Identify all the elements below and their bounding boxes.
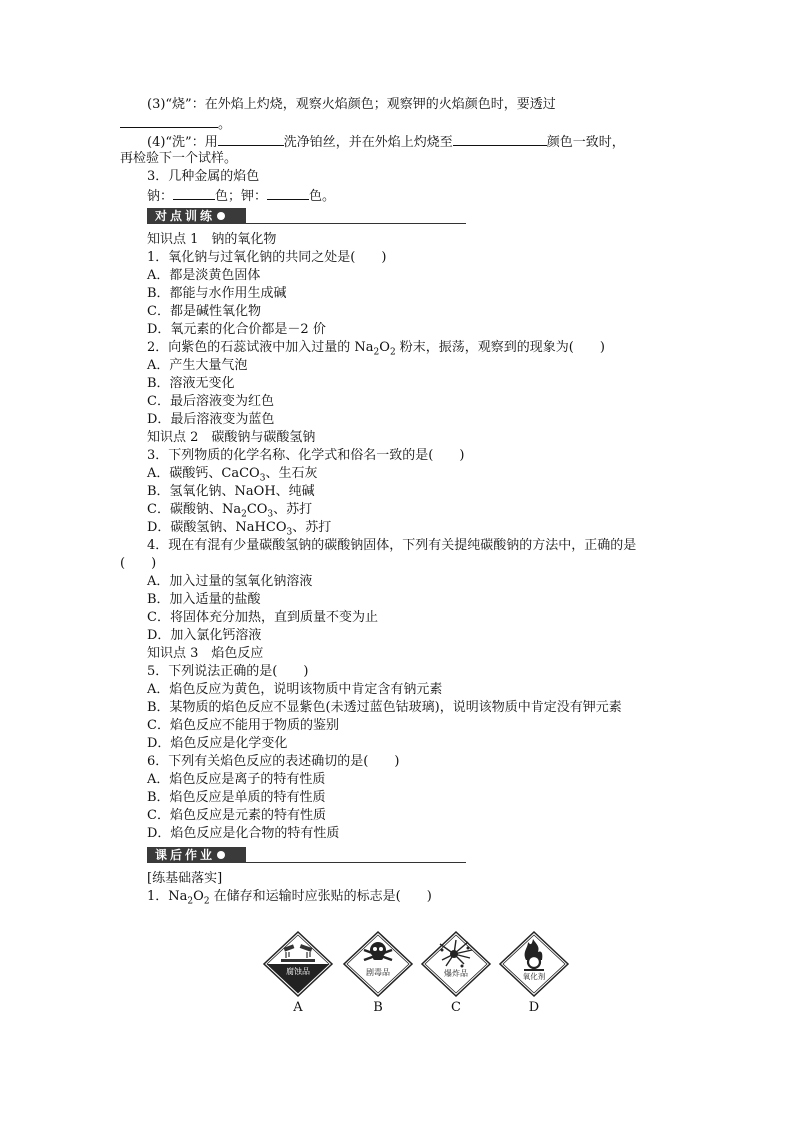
knowledge-heading bbox=[120, 231, 680, 249]
option bbox=[120, 285, 680, 303]
sign-letter: A bbox=[293, 1000, 303, 1015]
sign-letter: B bbox=[373, 1000, 383, 1015]
question bbox=[120, 447, 680, 465]
bullet-dot-icon bbox=[217, 212, 225, 220]
subscript: 2 bbox=[389, 347, 396, 358]
section-title: 对点训练 bbox=[155, 209, 216, 223]
text-line bbox=[120, 114, 680, 132]
fill-blank bbox=[218, 132, 284, 146]
text-span: B．焰色反应是单质的特有性质 bbox=[147, 790, 326, 805]
section-title: 课后作业 bbox=[155, 848, 216, 862]
option bbox=[120, 501, 680, 519]
option bbox=[120, 825, 680, 843]
text-span: 、生石灰 bbox=[265, 466, 318, 481]
skull-icon bbox=[342, 930, 414, 998]
text-line bbox=[120, 168, 680, 186]
sign-text: 剧毒品 bbox=[366, 968, 390, 977]
subscript: 2 bbox=[241, 509, 247, 520]
option bbox=[120, 627, 680, 645]
question bbox=[120, 249, 680, 267]
subscript: 2 bbox=[187, 896, 194, 907]
option bbox=[120, 465, 680, 483]
question bbox=[120, 537, 680, 555]
corrosive-icon bbox=[262, 930, 334, 998]
text-span: B．加入适量的盐酸 bbox=[147, 592, 261, 607]
fill-blank bbox=[120, 114, 218, 128]
fill-blank bbox=[453, 132, 547, 146]
text-span: A．碳酸钙、CaCO bbox=[147, 466, 260, 481]
question bbox=[120, 663, 680, 681]
option bbox=[120, 411, 680, 429]
option bbox=[120, 267, 680, 285]
text-span: D．碳酸氢钠、NaHCO bbox=[147, 520, 287, 535]
question bbox=[120, 753, 680, 771]
text-span: 颜色一致时， bbox=[546, 135, 625, 150]
sign-letter: D bbox=[528, 1000, 540, 1015]
option bbox=[120, 789, 680, 807]
text-span: C．焰色反应是元素的特有性质 bbox=[147, 808, 326, 823]
section-tag bbox=[147, 847, 246, 863]
text-span: 洗净铂丝，并在外焰上灼烧至 bbox=[283, 135, 453, 150]
section-rule bbox=[246, 223, 466, 224]
text-span: 粉末，振荡，观察到的现象为( ) bbox=[395, 340, 605, 355]
text-span: C．碳酸钠、Na bbox=[147, 502, 242, 517]
text-span: 5．下列说法正确的是( ) bbox=[147, 664, 309, 679]
text-line bbox=[120, 96, 680, 114]
subscript: 2 bbox=[203, 896, 210, 907]
text-span: 6．下列有关焰色反应的表述确切的是( ) bbox=[147, 754, 400, 769]
text-span: A．都是淡黄色固体 bbox=[147, 268, 261, 283]
text-span: D．加入氯化钙溶液 bbox=[147, 628, 262, 643]
subscript: 3 bbox=[286, 527, 293, 538]
text-span: 在储存和运输时应张贴的标志是( ) bbox=[209, 889, 432, 904]
option bbox=[120, 699, 680, 717]
option bbox=[120, 519, 680, 537]
option bbox=[120, 591, 680, 609]
option bbox=[120, 609, 680, 627]
option bbox=[120, 375, 680, 393]
text-span: B．某物质的焰色反应不显紫色(未透过蓝色钴玻璃)，说明该物质中肯定没有钾元素 bbox=[147, 700, 622, 715]
subscript: 2 bbox=[373, 347, 380, 358]
text-span: [练基础落实] bbox=[147, 871, 223, 886]
text-span: O bbox=[193, 889, 204, 904]
text-span: 知识点 1 钠的氧化物 bbox=[147, 232, 277, 247]
option bbox=[120, 681, 680, 699]
option bbox=[120, 735, 680, 753]
hazard-signs bbox=[262, 930, 572, 1020]
hazard-sign-oxidizer bbox=[498, 930, 570, 1020]
document-body bbox=[120, 96, 680, 906]
text-line bbox=[120, 150, 680, 168]
option bbox=[120, 717, 680, 735]
text-span: C．将固体充分加热，直到质量不变为止 bbox=[147, 610, 378, 625]
text-line bbox=[120, 186, 680, 204]
text-span: 2．向紫色的石蕊试液中加入过量的 Na bbox=[147, 340, 374, 355]
option bbox=[120, 573, 680, 591]
option bbox=[120, 771, 680, 789]
text-span: B．氢氧化钠、NaOH、纯碱 bbox=[147, 484, 315, 499]
section-tag bbox=[147, 208, 246, 224]
subscript: 3 bbox=[259, 473, 266, 484]
text-span: A．产生大量气泡 bbox=[147, 358, 248, 373]
text-span: 3．下列物质的化学名称、化学式和俗名一致的是( ) bbox=[147, 448, 465, 463]
text-span: A．焰色反应是离子的特有性质 bbox=[147, 772, 326, 787]
text-span: A．加入过量的氢氧化钠溶液 bbox=[147, 574, 313, 589]
text-line bbox=[120, 132, 680, 150]
option bbox=[120, 321, 680, 339]
text-span: C．焰色反应不能用于物质的鉴别 bbox=[147, 718, 339, 733]
text-span: 、苏打 bbox=[292, 520, 332, 535]
text-span: ( ) bbox=[120, 556, 157, 571]
fill-blank bbox=[267, 186, 309, 200]
subscript: 3 bbox=[267, 509, 274, 520]
text-span: C．都是碱性氧化物 bbox=[147, 304, 261, 319]
text-span: D．最后溶液变为蓝色 bbox=[147, 412, 275, 427]
text-span: 色；钾： bbox=[215, 189, 268, 204]
text-span: B．都能与水作用生成碱 bbox=[147, 286, 287, 301]
text-span: D．焰色反应是化合物的特有性质 bbox=[147, 826, 340, 841]
sign-text: 氧化剂 bbox=[522, 972, 546, 981]
section-header bbox=[120, 207, 680, 227]
text-span: 再检验下一个试样。 bbox=[120, 151, 238, 166]
text-span: A．焰色反应为黄色，说明该物质中肯定含有钠元素 bbox=[147, 682, 443, 697]
text-span: C．最后溶液变为红色 bbox=[147, 394, 274, 409]
hazard-sign-corrosive bbox=[262, 930, 334, 1020]
text-span: D．氧元素的化合价都是－2 价 bbox=[147, 322, 326, 337]
text-span: 、苏打 bbox=[273, 502, 313, 517]
text-span: 1．Na bbox=[147, 889, 188, 904]
question bbox=[120, 339, 680, 357]
option bbox=[120, 393, 680, 411]
homework-heading bbox=[120, 870, 680, 888]
option bbox=[120, 357, 680, 375]
knowledge-heading bbox=[120, 645, 680, 663]
bullet-dot-icon bbox=[217, 851, 225, 859]
text-span: 。 bbox=[218, 117, 232, 132]
text-span: 知识点 2 碳酸钠与碳酸氢钠 bbox=[147, 430, 316, 445]
option bbox=[120, 807, 680, 825]
hazard-sign-toxic bbox=[342, 930, 414, 1020]
text-span: 1．氧化钠与过氧化钠的共同之处是( ) bbox=[147, 250, 387, 265]
explosion-icon bbox=[420, 930, 492, 998]
question bbox=[120, 888, 680, 906]
text-span: B．溶液无变化 bbox=[147, 376, 235, 391]
section-rule bbox=[246, 862, 466, 863]
sign-text: 爆炸品 bbox=[444, 969, 468, 978]
option bbox=[120, 303, 680, 321]
question-continued bbox=[120, 555, 680, 573]
text-span: 色。 bbox=[309, 189, 336, 204]
text-span: (3)“烧”：在外焰上灼烧，观察火焰颜色；观察钾的火焰颜色时，要透过 bbox=[147, 97, 556, 112]
section-header bbox=[120, 846, 680, 866]
option bbox=[120, 483, 680, 501]
text-span: 知识点 3 焰色反应 bbox=[147, 646, 264, 661]
text-span: CO bbox=[246, 502, 268, 517]
hazard-sign-explosive bbox=[420, 930, 492, 1020]
text-span: D．焰色反应是化学变化 bbox=[147, 736, 288, 751]
text-span: (4)“洗”：用 bbox=[147, 135, 218, 150]
text-span: 4．现在有混有少量碳酸氢钠的碳酸钠固体，下列有关提纯碳酸钠的方法中，正确的是 bbox=[147, 538, 637, 553]
sign-letter: C bbox=[451, 1000, 461, 1015]
flame-over-circle-icon bbox=[498, 930, 570, 998]
fill-blank bbox=[173, 186, 215, 200]
text-span: O bbox=[379, 340, 390, 355]
text-span: 3．几种金属的焰色 bbox=[147, 169, 260, 184]
knowledge-heading bbox=[120, 429, 680, 447]
text-span: 钠： bbox=[147, 189, 174, 204]
sign-text: 腐蚀品 bbox=[286, 967, 310, 976]
